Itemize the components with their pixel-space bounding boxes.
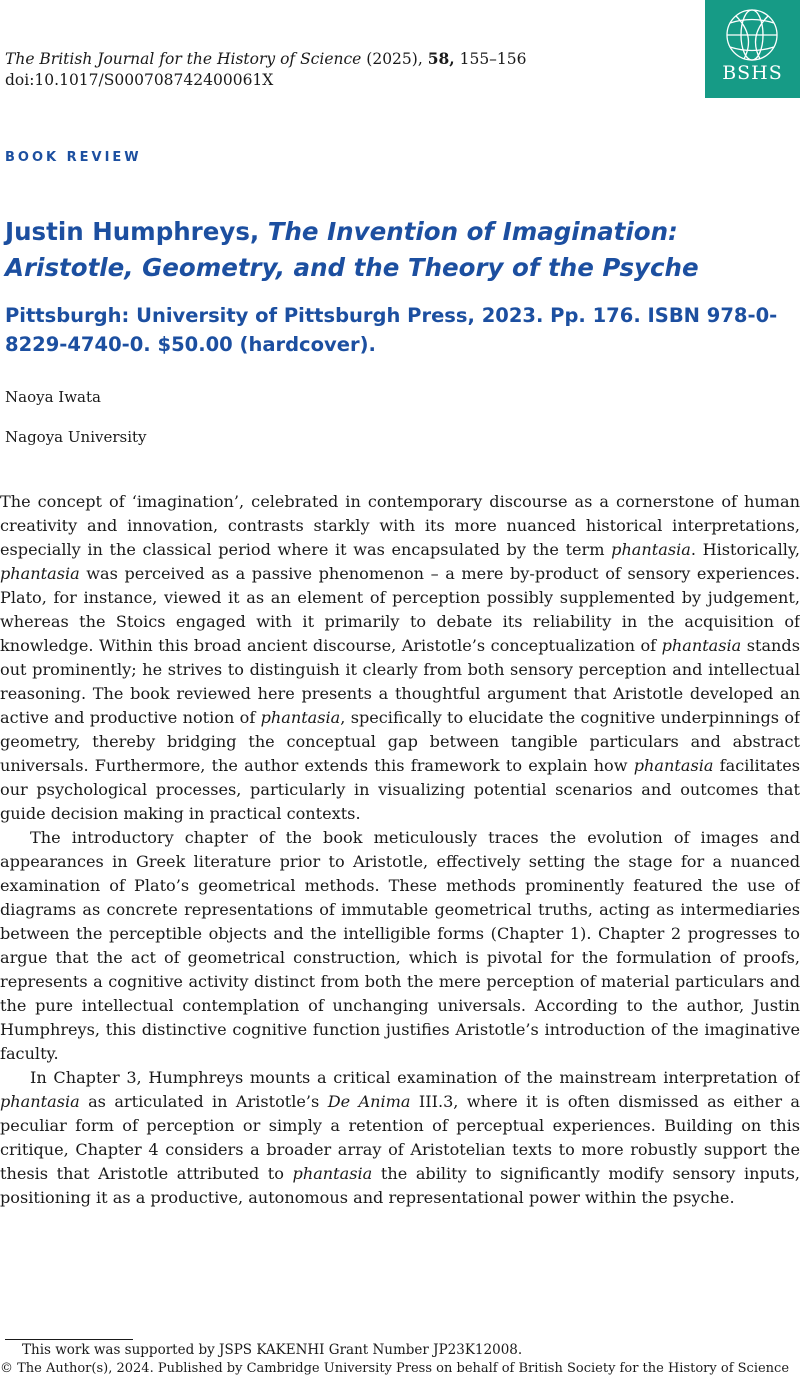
publication-details: Pittsburgh: University of Pittsburgh Press, 2023. Pp. 176. ISBN 978-0-8229-4740-0. $50.00 (hardcover). xyxy=(5,304,778,356)
paragraph-1 xyxy=(0,490,800,826)
text-run: was perceived as a passive phenomenon – a mere by-product of sensory experiences. Plato, for instance, viewed it as an element of perception possibly supplemented by judgement, whereas the Stoics engaged with it primarily to debate its reliability in the acquisition of knowledge. Within this broad ancient discourse, Aristotle’s conceptualization of xyxy=(0,564,800,655)
footnote: This work was supported by JSPS KAKENHI Grant Number JP23K12008. xyxy=(22,1342,523,1358)
globe-icon xyxy=(722,6,782,64)
journal-name: The British Journal for the History of Science xyxy=(5,50,362,68)
bshs-logo xyxy=(705,0,800,98)
footnote-rule xyxy=(5,1339,133,1340)
paragraph-2: The introductory chapter of the book meticulously traces the evolution of images and appearances in Greek literature prior to Aristotle, effectively setting the stage for a nuanced examination of Plato’s geometrical methods. These methods prominently featured the use of diagrams as concrete representations of immutable geometrical truths, acting as intermediaries between the perceptible objects and the intelligible forms (Chapter 1). Chapter 2 progresses to argue that the act of geometrical construction, which is pivotal for the formulation of proofs, represents a cognitive activity distinct from both the mere perception of material particulars and the pure intellectual contemplation of unchanging universals. According to the author, Justin Humphreys, this distinctive cognitive function justifies Aristotle’s introduction of the imaginative faculty. xyxy=(0,828,800,1063)
text-run: III.3, where it is often dismissed as either a peculiar form of perception or simply a retention of perceptual experiences. Building on this critique, Chapter 4 considers a broader array of Aristotelian texts to more robustly support the thesis that Aristotle attributed to xyxy=(0,1092,800,1183)
term-phantasia: phantasia xyxy=(661,636,742,655)
reviewer-name: Naoya Iwata xyxy=(5,388,101,406)
term-phantasia: phantasia xyxy=(0,1092,80,1111)
copyright: © The Author(s), 2024. Published by Cambridge University Press on behalf of British Society for the History of Science xyxy=(0,1361,790,1376)
term-phantasia: phantasia xyxy=(292,1164,373,1183)
text-run: stands out prominently; he strives to distinguish it clearly from both sensory perception and intellectual reasoning. The book reviewed here presents a thoughtful argument that Aristotle developed an active and productive notion of xyxy=(0,636,800,727)
term-phantasia: phantasia xyxy=(633,756,714,775)
text-run: , specifically to elucidate the cognitive underpinnings of geometry, thereby bridging the conceptual gap between tangible particulars and abstract universals. Furthermore, the author extends this framework to explain how xyxy=(0,708,800,775)
book-title: The Invention of Imagination: Aristotle, Geometry, and the Theory of the Psyche xyxy=(5,217,699,282)
text-run: the ability to significantly modify sensory inputs, positioning it as a productive, autonomous and representational power within the psyche. xyxy=(0,1164,800,1207)
section-label: BOOK REVIEW xyxy=(5,150,142,165)
term-phantasia: phantasia xyxy=(611,540,691,559)
text-run: . Historically, xyxy=(690,540,800,559)
text-run: In Chapter 3, Humphreys mounts a critical examination of the mainstream interpretation of xyxy=(30,1068,800,1087)
journal-line xyxy=(5,48,527,70)
journal-year: (2025), xyxy=(366,50,423,68)
journal-citation xyxy=(5,48,527,91)
logo-text: BSHS xyxy=(722,62,783,84)
term-phantasia: phantasia xyxy=(0,564,80,583)
text-run: The concept of ‘imagination’, celebrated in contemporary discourse as a cornerstone of human creativity and innovation, contrasts starkly with its more nuanced historical interpretations, especially in the classical period where it was encapsulated by the term xyxy=(0,492,800,559)
paragraph-3 xyxy=(0,1066,800,1210)
text-run: as articulated in Aristotle’s xyxy=(79,1092,328,1111)
term-phantasia: phantasia xyxy=(260,708,341,727)
journal-pages: 155–156 xyxy=(459,50,527,68)
journal-volume: 58, xyxy=(427,49,455,68)
text-run: facilitates our psychological processes, particularly in visualizing potential scenarios and outcomes that guide decision making in practical contexts. xyxy=(0,756,800,823)
reviewer-affiliation: Nagoya University xyxy=(5,428,147,446)
work-title-de-anima: De Anima xyxy=(327,1092,411,1111)
review-title xyxy=(5,214,795,286)
title-author: Justin Humphreys, xyxy=(5,217,268,246)
review-body xyxy=(0,490,800,1210)
doi[interactable]: doi:10.1017/S000708742400061X xyxy=(5,71,274,89)
